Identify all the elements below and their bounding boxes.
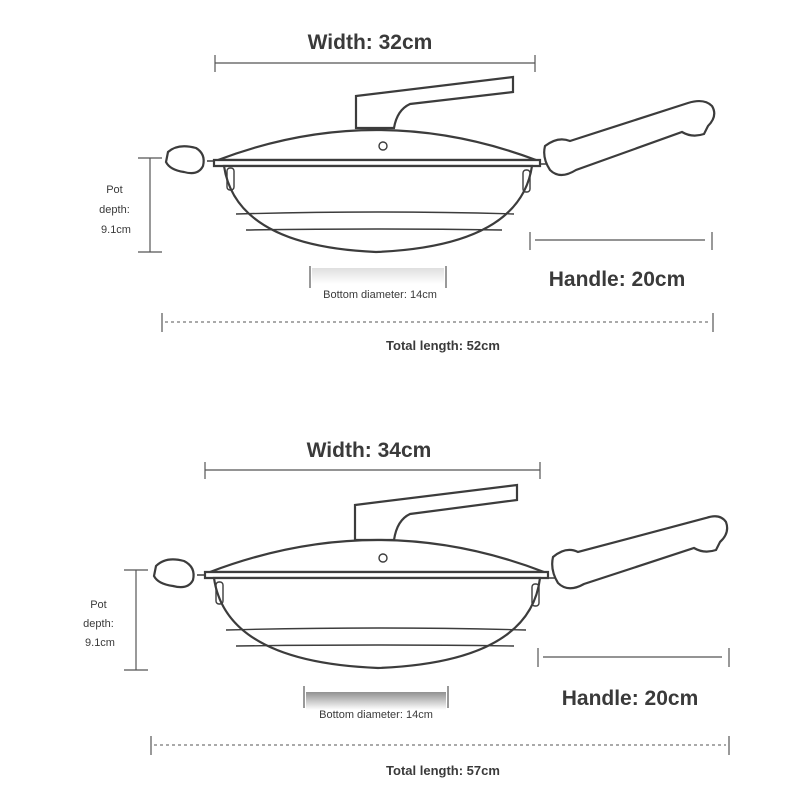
- bottom-label-small: Bottom diameter: 14cm: [323, 289, 437, 301]
- width-label-small: Width: 32cm: [307, 31, 433, 54]
- handle-label-small: Handle: 20cm: [548, 268, 686, 291]
- total-length-line-small: [162, 313, 713, 332]
- depth-label-line-3: 9.1cm: [85, 637, 115, 649]
- bottom-label-large: Bottom diameter: 14cm: [319, 709, 433, 721]
- bottom-shadow-large: [306, 692, 446, 710]
- total-label-small: Total length: 52cm: [386, 338, 500, 353]
- width-label-large: Width: 34cm: [306, 439, 432, 462]
- pan-large-group: [83, 439, 729, 778]
- depth-label-line-1: Pot: [106, 184, 123, 196]
- handle-dimension-line-small: [530, 232, 712, 250]
- bottom-shadow-small: [312, 268, 444, 284]
- depth-label-line-3: 9.1cm: [101, 224, 131, 236]
- depth-label-large: [83, 599, 117, 649]
- width-dimension-line-large: [205, 462, 540, 479]
- depth-label-line-1: Pot: [90, 599, 107, 611]
- depth-label-line-2: depth:: [83, 618, 114, 630]
- depth-label-small: [99, 184, 133, 236]
- handle-dimension-line-large: [538, 648, 729, 667]
- depth-dimension-line-small: [138, 158, 162, 252]
- total-label-large: Total length: 57cm: [386, 763, 500, 778]
- wok-illustration-small: [166, 77, 714, 252]
- depth-label-line-2: depth:: [99, 204, 130, 216]
- wok-illustration-large: [154, 485, 727, 668]
- depth-dimension-line-large: [124, 570, 148, 670]
- total-length-line-large: [151, 736, 729, 755]
- pan-small-group: [99, 31, 714, 353]
- handle-label-large: Handle: 20cm: [561, 687, 699, 710]
- width-dimension-line-small: [215, 55, 535, 72]
